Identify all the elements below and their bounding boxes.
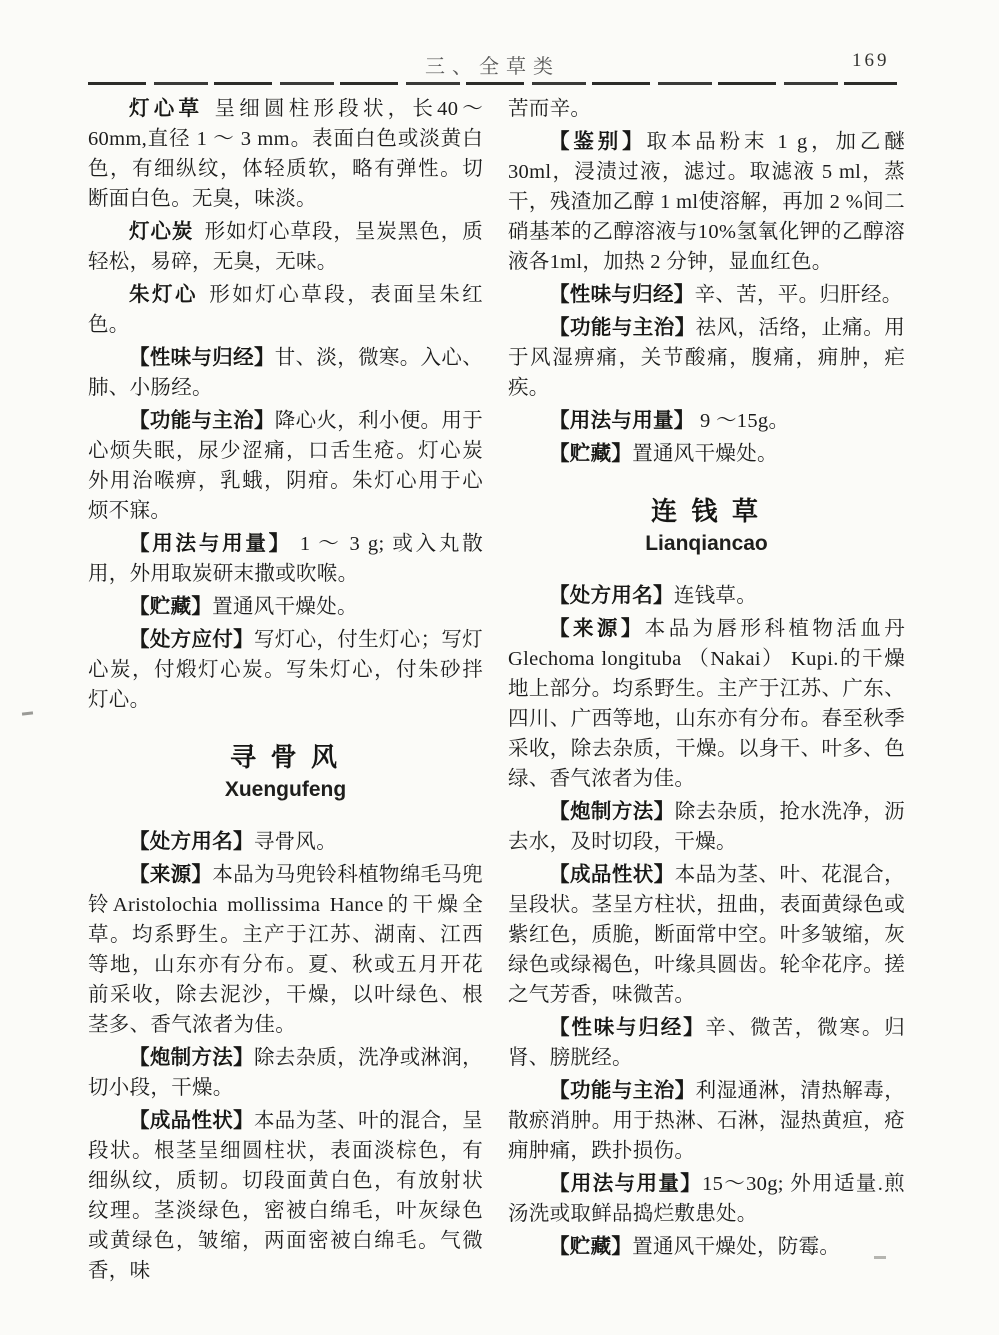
left-column [88,94,483,1289]
paragraph [88,280,483,340]
paragraph-text: 本品为茎、叶的混合，呈段状。根茎呈细圆柱状，表面淡棕色，有细纵纹，质韧。切段面黄白色，有放射状纹理。茎淡绿色，密被白绵毛，叶灰绿色或黄绿色，皱缩，两面密被白绵毛。气微香，味 [88,1110,483,1282]
paragraph-text: 写灯心，付生灯心；写灯心炭，付煅灯心炭。写朱灯心，付朱砂拌灯心。 [88,629,483,711]
paragraph [88,625,483,715]
monograph-heading [88,741,483,803]
paragraph [508,1232,905,1262]
paragraph [88,592,483,622]
section-label: 【来源】 [549,618,645,640]
paragraph-text: 呈细圆柱形段状，长40～60mm,直径 1 ～ 3 mm。表面白色或淡黄白色，有细纵纹，体轻质软，略有弹性。切断面白色。无臭，味淡。 [88,98,483,210]
paragraph [88,343,483,403]
section-label: 【功能与主治】 [129,410,275,432]
paragraph-text: 除去杂质，抢水洗净，沥去水，及时切段，干燥。 [508,801,905,853]
paragraph-text: 15～30g; 外用适量.煎汤洗或取鲜品捣烂敷患处。 [508,1173,905,1225]
paragraph [508,614,905,794]
section-label: 【用法与用量】 [549,1173,703,1195]
paragraph-text: 置通风干燥处，防霉。 [632,1236,841,1258]
paragraph-text: 苦而辛。 [508,98,592,120]
paragraph [508,1013,905,1073]
section-label: 【用法与用量】 [549,410,695,432]
section-label: 【成品性状】 [129,1110,254,1132]
header-rule [88,82,897,85]
monograph-heading [508,495,905,557]
section-label: 【贮藏】 [129,596,213,618]
section-label: 【炮制方法】 [549,801,675,823]
monograph-title-cn: 连 钱 草 [650,497,762,526]
section-label: 【贮藏】 [549,443,633,465]
section-label: 【处方应付】 [129,629,254,651]
paragraph-text: 连钱草。 [673,585,758,607]
section-label: 【功能与主治】 [549,1080,696,1102]
paragraph-text: 取本品粉末 1 g，加乙醚30ml，浸渍过液，滤过。取滤液 5 ml，蒸干，残渣加乙醇 1 ml使溶解，再加 2 %间二硝基苯的乙醇溶液与10%氢氧化钾的乙醇溶液各1ml，加热 2 分钟，显血红色。 [508,131,906,273]
monograph-title-pinyin: Lianqiancao [645,532,768,555]
paragraph-text: 辛、苦，平。归肝经。 [694,284,903,306]
paragraph [88,406,483,526]
paragraph [508,406,905,436]
running-head-title: 三、全草类 [425,56,560,78]
paragraph [508,94,905,124]
section-label: 【成品性状】 [549,864,675,886]
monograph-title-cn: 寻 骨 风 [229,743,341,772]
paragraph-text: 祛风，活络，止痛。用于风湿痹痛，关节酸痛，腹痛，痈肿，疟疾。 [508,317,906,399]
paragraph-text: 本品为马兜铃科植物绵毛马兜铃Aristolochia mollissima Hance的干燥全草。均系野生。主产于江苏、湖南、江西等地，山东亦有分布。夏、秋或五月开花前采收，除去泥沙，干燥，以叶绿色、根茎多、香气浓者为佳。 [88,864,484,1036]
paragraph-text: 本品为唇形科植物活血丹Glechoma longituba （Nakai） Kupi.的干燥地上部分。均系野生。主产于江苏、广东、四川、广西等地，山东亦有分布。春至秋季采收，除去杂质，干燥。以身干、叶多、色绿、香气浓者为佳。 [508,618,905,790]
paragraph-text: 降心火，利小便。用于心烦失眠，尿少涩痛，口舌生疮。灯心炭外用治喉痹，乳蛾，阴疳。朱灯心用于心烦不寐。 [88,410,484,522]
section-label: 【贮藏】 [549,1236,633,1258]
paragraph-text: 利湿通淋，清热解毒，散瘀消肿。用于热淋、石淋，湿热黄疸，疮痈肿痛，跌扑损伤。 [508,1080,906,1162]
paragraph-text: 9 ～15g。 [694,410,790,432]
paragraph [88,529,483,589]
scan-artifact [22,711,33,715]
paragraph-text: 形如灯心草段，表面呈朱红色。 [88,284,483,336]
page-number: 169 [852,50,890,71]
section-label: 【处方用名】 [129,831,254,853]
section-label: 【用法与用量】 [129,533,292,555]
monograph-title-pinyin: Xuengufeng [224,778,347,801]
paragraph [508,1169,905,1229]
paragraph [88,1106,483,1286]
paragraph [88,94,483,214]
paragraph-text: 置通风干燥处。 [632,443,778,465]
paragraph-text: 形如灯心草段，呈炭黑色，质轻松，易碎，无臭，无味。 [88,221,483,273]
drug-name-label: 灯心炭 [129,221,194,243]
section-label: 【性味与归经】 [549,1017,706,1039]
paragraph [508,127,905,277]
section-label: 【性味与归经】 [549,284,695,306]
paragraph [508,313,905,403]
section-label: 【功能与主治】 [549,317,696,339]
right-column [508,94,905,1265]
paragraph [88,827,483,857]
paragraph [508,860,905,1010]
paragraph-text: 甘、淡，微寒。入心、肺、小肠经。 [88,347,484,399]
paragraph-text: 除去杂质，洗净或淋润，切小段，干燥。 [88,1047,483,1099]
paragraph-text: 置通风干燥处。 [212,596,358,618]
paragraph [508,280,905,310]
paragraph-text: 辛、微苦，微寒。归肾、膀胱经。 [508,1017,905,1069]
section-label: 【炮制方法】 [129,1047,254,1069]
section-label: 【来源】 [129,864,213,886]
paragraph [508,439,905,469]
paragraph-text: 寻骨风。 [253,831,338,853]
paragraph [508,581,905,611]
paragraph-text: 本品为茎、叶、花混合，呈段状。茎呈方柱状，扭曲，表面黄绿色或紫红色，质脆，断面常中空。叶多皱缩，灰绿色或绿褐色，叶缘具圆齿。轮伞花序。搓之气芳香，味微苦。 [508,864,905,1006]
drug-name-label: 灯心草 [129,98,204,120]
section-label: 【处方用名】 [549,585,674,607]
paragraph-text: 1 ～ 3 g; 或入丸散用，外用取炭研末撒或吹喉。 [88,533,483,585]
section-label: 【鉴别】 [549,131,647,153]
drug-name-label: 朱灯心 [129,284,198,306]
section-label: 【性味与归经】 [129,347,275,369]
paragraph [508,1076,905,1166]
paragraph [508,797,905,857]
scan-artifact [874,1256,886,1259]
paragraph [88,217,483,277]
paragraph [88,860,483,1040]
paragraph [88,1043,483,1103]
